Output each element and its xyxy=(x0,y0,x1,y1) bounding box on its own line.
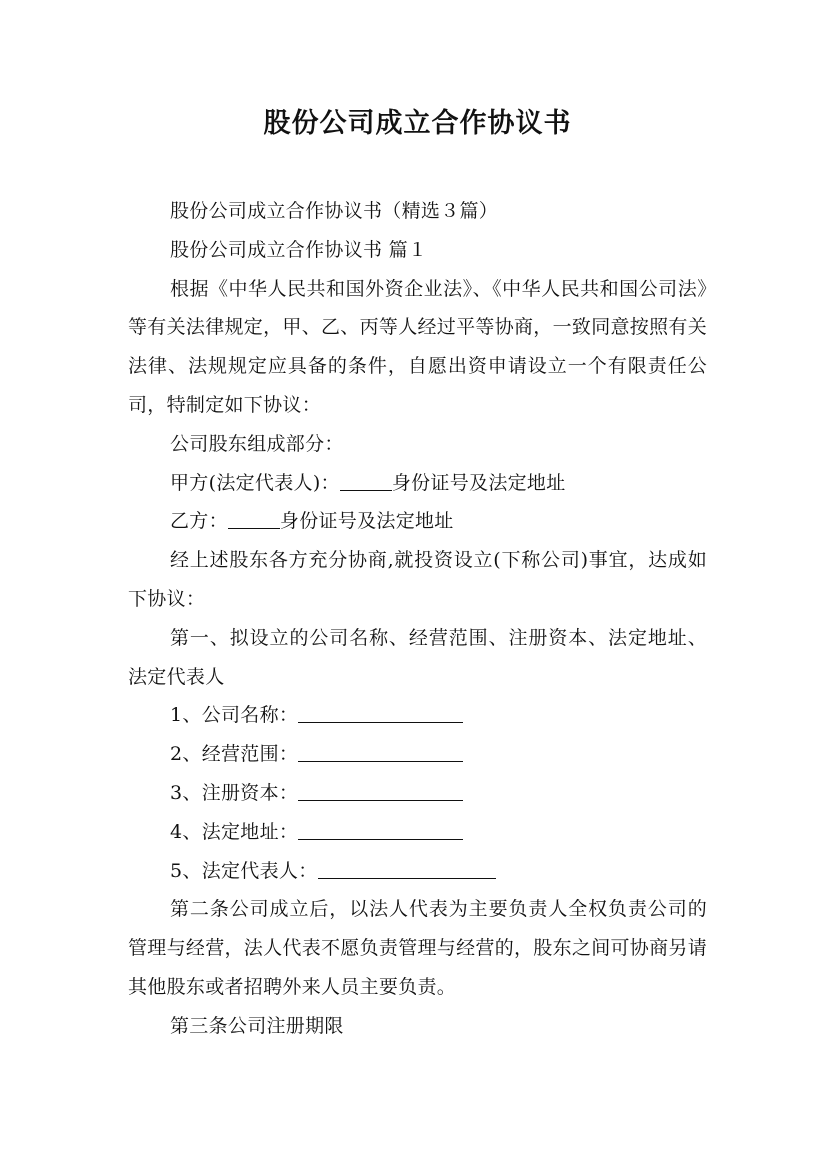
paragraph-subtitle: 股份公司成立合作协议书（精选３篇） xyxy=(170,200,499,222)
field-legal-representative-blank xyxy=(318,877,496,879)
field-legal-representative-label: 5、法定代表人： xyxy=(170,859,318,882)
field-legal-representative xyxy=(128,852,707,891)
field-company-name-blank xyxy=(298,721,463,723)
party-b-blank xyxy=(228,527,280,529)
field-registered-capital-label: 3、注册资本： xyxy=(170,781,299,804)
document-title: 股份公司成立合作协议书 xyxy=(263,108,572,139)
field-registered-capital xyxy=(128,774,707,813)
field-company-name-label: 1、公司名称： xyxy=(170,704,299,727)
field-business-scope xyxy=(128,735,707,774)
field-legal-address-blank xyxy=(298,838,463,840)
paragraph-party-b xyxy=(128,502,707,541)
field-business-scope-label: 2、经营范围： xyxy=(170,743,299,766)
party-a-label: 甲方(法定代表人)： xyxy=(170,471,340,494)
paragraph-section-heading: 股份公司成立合作协议书 篇１ xyxy=(170,238,428,261)
party-a-blank xyxy=(340,489,392,491)
field-business-scope-blank xyxy=(298,760,463,762)
document-body xyxy=(128,192,707,1046)
paragraph-shareholders-heading: 公司股东组成部分： xyxy=(170,432,344,455)
party-b-label: 乙方： xyxy=(170,510,228,533)
paragraph-article-1: 第一、拟设立的公司名称、经营范围、注册资本、法定地址、法定代表人 xyxy=(128,626,707,688)
field-registered-capital-blank xyxy=(298,799,463,801)
party-a-suffix: 身份证号及法定地址 xyxy=(391,471,566,494)
paragraph-party-a xyxy=(128,464,707,503)
paragraph-article-3: 第三条公司注册期限 xyxy=(170,1014,344,1037)
field-legal-address-label: 4、法定地址： xyxy=(170,820,299,843)
paragraph-article-2: 第二条公司成立后，以法人代表为主要负责人全权负责公司的管理与经营，法人代表不愿负责管理与经营的，股东之间可协商另请其他股东或者招聘外来人员主要负责。 xyxy=(128,898,708,998)
field-company-name xyxy=(128,696,707,735)
paragraph-agreement-intro: 经上述股东各方充分协商,就投资设立(下称公司)事宜，达成如下协议： xyxy=(128,549,707,610)
party-b-suffix: 身份证号及法定地址 xyxy=(279,510,454,533)
paragraph-preamble: 根据《中华人民共和国外资企业法》、《中华人民共和国公司法》等有关法律规定，甲、乙、丙等人经过平等协商，一致同意按照有关法律、法规规定应具备的条件，自愿出资申请设立一个有限责任公司，特制定如下协议： xyxy=(128,277,708,416)
field-legal-address xyxy=(128,813,707,852)
